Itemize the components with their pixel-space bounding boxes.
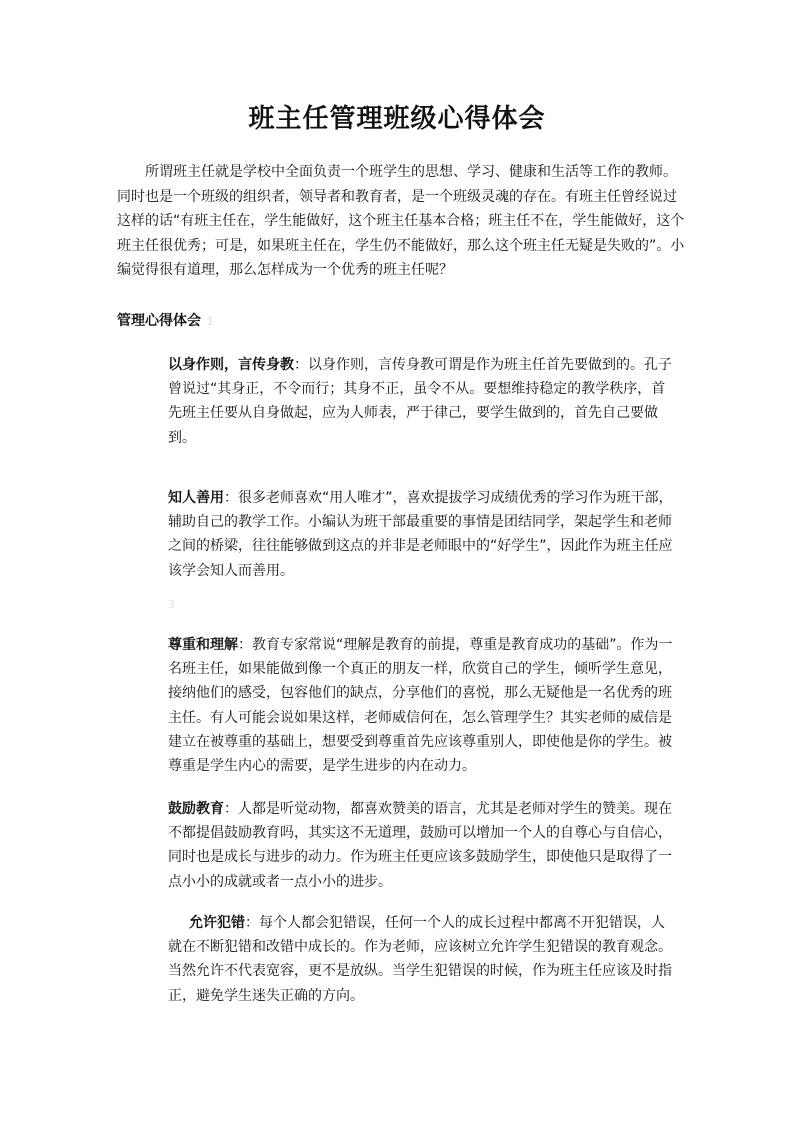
tip-text: ：以身作则，言传身教可谓是作为班主任首先要做到的。孔子曾说过“其身正，不令而行；其身不正，虽令不从。要想维持稳定的教学秩序，首先班主任要从自身做起，应为人师表，严于律己，要学生做到的，首先自己要做到。 [168, 357, 672, 446]
tip-paragraph-allow-mistakes [168, 911, 678, 1008]
tip-paragraph-know-people [168, 486, 678, 583]
tip-text: ：人都是听觉动物，都喜欢赞美的语言，尤其是老师对学生的赞美。现在不都提倡鼓励教育吗，其实这不无道理，鼓励可以增加一个人的自尊心与自信心，同时也是成长与进步的动力。作为班主任更应该多鼓励学生，即使他只是取得了一点小小的成就或者一点小小的进步。 [168, 801, 672, 890]
tip-paragraph-respect [168, 633, 678, 778]
stray-marker: 3 [168, 598, 175, 611]
tip-heading: 允许犯错 [189, 915, 245, 931]
document-title: 班主任管理班级心得体会 [248, 104, 546, 134]
tip-text: ：每个人都会犯错误，任何一个人的成长过程中都离不开犯错误，人就在不断犯错和改错中成长的。作为老师，应该树立允许学生犯错误的教育观念。当然允许不代表宽容，更不是放纵。当学生犯错误的时候，作为班主任应该及时指正，避免学生迷失正确的方向。 [168, 915, 672, 1004]
tip-paragraph-encouragement [168, 797, 678, 894]
tip-paragraph-lead-by-example [168, 353, 678, 450]
tip-heading: 鼓励教育 [168, 801, 224, 817]
section-heading-text: 管理心得体会 [117, 313, 201, 329]
tip-heading: 知人善用 [168, 490, 224, 506]
tip-heading: 以身作则，言传身教 [168, 357, 294, 373]
tip-heading: 尊重和理解 [168, 637, 238, 653]
tip-text: ：教育专家常说“理解是教育的前提，尊重是教育成功的基础”。作为一名班主任，如果能做到像一个真正的朋友一样，欣赏自己的学生，倾听学生意见，接纳他们的感受，包容他们的缺点，分享他们的喜悦，那么无疑他是一名优秀的班主任。有人可能会说如果这样，老师威信何在，怎么管理学生？其实老师的威信是建立在被尊重的基础上，想要受到尊重首先应该尊重别人，即使他是你的学生。被尊重是学生内心的需要，是学生进步的内在动力。 [168, 637, 673, 775]
section-heading [117, 310, 214, 330]
section-marker: 1 [207, 315, 214, 328]
tip-text: ：很多老师喜欢“用人唯才”，喜欢提拔学习成绩优秀的学习作为班干部，辅助自己的教学工作。小编认为班干部最重要的事情是团结同学，架起学生和老师之间的桥梁，往往能够做到这点的并非是老师眼中的“好学生”，因此作为班主任应该学会知人而善用。 [168, 490, 673, 579]
intro-paragraph: 所谓班主任就是学校中全面负责一个班学生的思想、学习、健康和生活等工作的教师。同时也是一个班级的组织者，领导者和教育者，是一个班级灵魂的存在。有班主任曾经说过这样的话“有班主任在，学生能做好，这个班主任基本合格；班主任不在，学生能做好，这个班主任很优秀；可是，如果班主任在，学生仍不能做好，那么这个班主任无疑是失败的”。小编觉得很有道理，那么怎样成为一个优秀的班主任呢？ [117, 164, 685, 278]
